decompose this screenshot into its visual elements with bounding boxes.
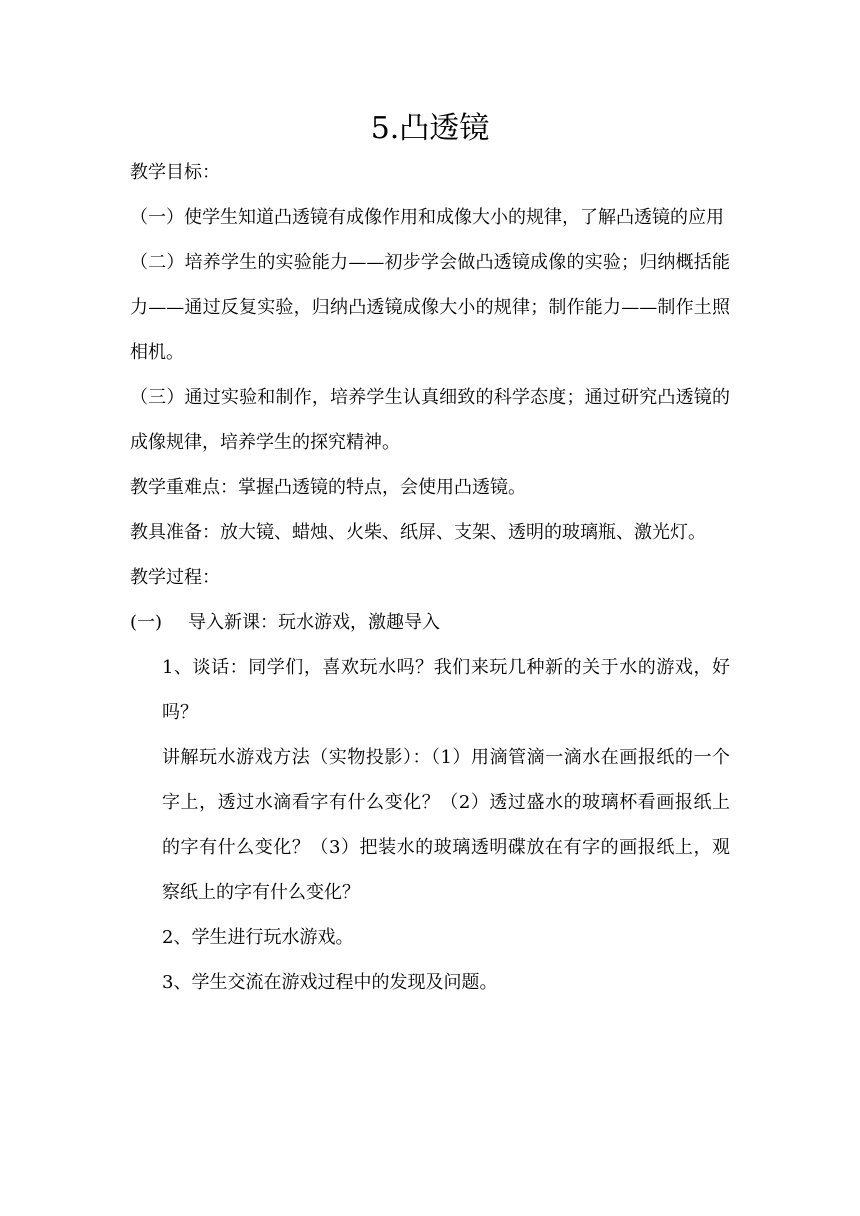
objective-3: （三）通过实验和制作，培养学生认真细致的科学态度；通过研究凸透镜的成像规律，培养学生的探究精神。 [130,387,730,453]
materials: 教具准备：放大镜、蜡烛、火柴、纸屏、支架、透明的玻璃瓶、激光灯。 [130,522,706,543]
step-3: 3、学生交流在游戏过程中的发现及问题。 [162,972,498,993]
document-body [130,150,730,1005]
section-1-title: 导入新课：玩水游戏，激趣导入 [188,612,440,633]
step-1: 1、谈话：同学们，喜欢玩水吗？我们来玩几种新的关于水的游戏，好吗？ [162,657,730,723]
step-1-detail: 讲解玩水游戏方法（实物投影）：（1）用滴管滴一滴水在画报纸的一个字上，透过水滴看字有什么变化？（2）透过盛水的玻璃杯看画报纸上的字有什么变化？（3）把装水的玻璃透明碟放在有字的画报纸上，观察纸上的字有什么变化？ [162,747,730,903]
objectives-heading: 教学目标： [130,162,220,183]
objective-1: （一）使学生知道凸透镜有成像作用和成像大小的规律，了解凸透镜的应用 [130,207,724,228]
section-1-heading [130,600,730,645]
document-title: 5.凸透镜 [370,111,490,146]
process-heading: 教学过程： [130,567,220,588]
key-points: 教学重难点：掌握凸透镜的特点，会使用凸透镜。 [130,477,526,498]
step-2: 2、学生进行玩水游戏。 [162,927,354,948]
section-1-number: (一) [130,612,163,633]
objective-2: （二）培养学生的实验能力——初步学会做凸透镜成像的实验；归纳概括能力——通过反复实验，归纳凸透镜成像大小的规律；制作能力——制作土照相机。 [130,252,730,363]
